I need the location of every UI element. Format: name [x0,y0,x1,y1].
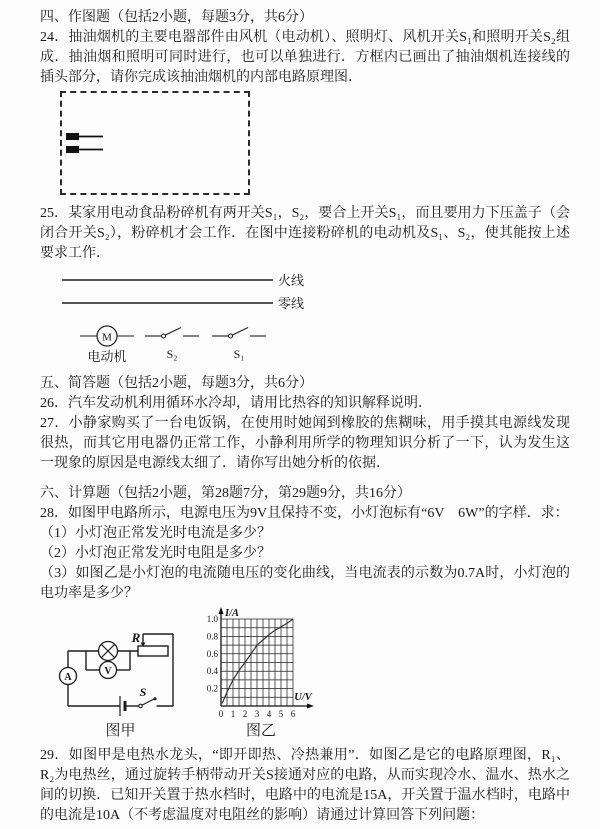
switch-s2-icon [145,328,199,339]
question-28-sub2: （2）小灯泡正常发光时电阻是多少？ [40,546,271,561]
svg-text:3: 3 [254,709,260,719]
question-27-text: 27．小静家购买了一台电饭锅，在使用时她闻到橡胶的焦糊味，用手摸其电源线发现很热，而其它用电器仍正常工作，小静利用所学的物理知识分析了一下，认为发生这一现象的原因是电源线太细了．请你写出她分析的依据． [40,416,570,471]
switch-s2-label: S₂ [166,347,178,361]
section-5-header: 五、简答题（包括2小题，每题3分，共6分） [40,376,313,391]
svg-text:A: A [64,671,72,683]
svg-text:0.2: 0.2 [206,683,218,694]
lamp-icon [99,642,118,661]
y-tick-labels [207,614,219,694]
svg-text:6: 6 [290,709,296,719]
circuit-figure-jia [58,606,183,720]
svg-text:0.8: 0.8 [206,631,218,642]
section-6-header: 六、计算题（包括2小题，第28题7分，第29题9分，共16分） [40,486,411,501]
battery-icon [120,696,125,716]
question-25-text: 25．某家用电动食品粉碎机有两开关S₁，S₂，要合上开关S₁，而且要用力下压盖子（会闭合开关S₂），粉碎机才会工作．在图中连接粉碎机的电动机及S₁、S₂，使其能按上述要求工作． [40,206,570,261]
switch-s1-icon [212,328,266,339]
question-28-sub3: （3）如图乙是小灯泡的电流随电压的变化曲线，当电流表的示数为0.7A时，小灯泡的电功率是多少？ [40,566,570,601]
rheostat-label: R [131,630,141,645]
switch-s1-label: S₁ [233,347,245,361]
svg-text:1.0: 1.0 [206,614,218,624]
q25-circuit-diagram [40,268,340,364]
svg-text:0: 0 [218,709,224,719]
figure-yi-caption: 图乙 [245,723,276,739]
live-wire-label: 火线 [278,273,305,288]
rheostat-icon [138,634,168,656]
question-28-text: 28．如图甲电路所示，电源电压为9V且保持不变，小灯泡标有“6V 6W”的字样．求： [40,506,569,521]
x-tick-labels [219,709,296,719]
motor-label: 电动机 [87,349,127,364]
ammeter-icon [60,668,77,685]
svg-text:1: 1 [230,709,236,719]
question-24-text: 24．抽油烟机的主要电器部件由风机（电动机）、照明灯、风机开关S₁和照明开关S₂组成．抽油烟和照明可同时进行，也可以单独进行．方框内已画出了抽油烟机连接线的插头部分，请你完成该抽油烟机的内部电路原理图． [40,30,570,85]
chart-grid [221,619,293,706]
q24-answer-box [60,91,250,195]
switch-label: S [139,685,147,699]
x-axis-label: U/V [294,692,312,703]
y-axis-label: I/A [225,608,240,619]
question-28-sub1: （1）小灯泡正常发光时电流是多少？ [40,526,271,541]
svg-text:V: V [104,666,112,677]
question-29-text: 29．如图甲是电热水龙头，“即开即热、冷热兼用”．如图乙是它的电路原理图，R₁、R₂为电热丝，通过旋转手柄带动开关S接通对应的电路，从而实现冷水、温水、热水之间的切换．已知开关置于热水档时，电路中的电流是15A，开关置于温水档时，电路中的电流是10A（不考虑温度对电阻丝的影响）请通过计算回答下列问题： [40,748,570,823]
iu-curve-chart [203,606,319,720]
svg-text:M: M [102,331,112,344]
svg-text:2: 2 [242,709,248,719]
svg-text:0.6: 0.6 [206,648,218,659]
q28-figures [58,606,570,740]
svg-text:5: 5 [278,709,284,719]
section-4-header: 四、作图题（包括2小题，每题3分，共6分） [40,10,313,25]
question-26-text: 26．汽车发动机利用循环水冷却，请用比热容的知识解释说明． [40,396,432,411]
figure-jia-caption: 图甲 [105,723,136,739]
motor-symbol-icon [80,326,134,346]
svg-text:4: 4 [266,709,272,719]
svg-text:0.4: 0.4 [206,666,218,677]
plug-prongs-icon [66,131,110,159]
neutral-wire-label: 零线 [278,296,305,311]
voltmeter-icon [100,662,117,679]
